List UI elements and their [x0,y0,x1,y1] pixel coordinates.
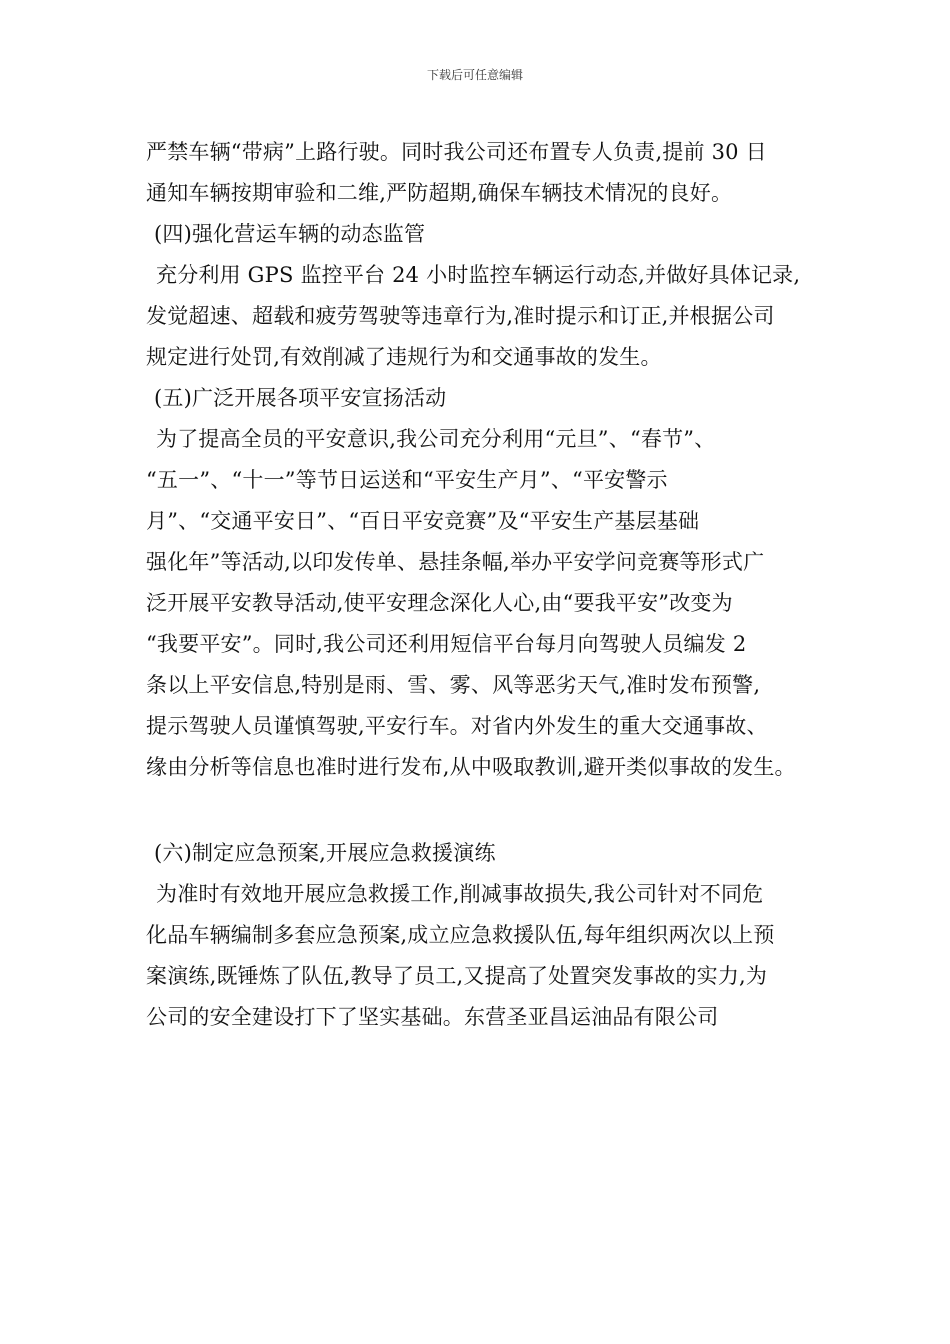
text-line: 条以上平安信息,特别是雨、雪、雾、风等恶劣天气,准时发布预警, [146,673,761,697]
section-heading-6: (六)制定应急预案,开展应急救援演练 [154,841,496,865]
text-line: 为准时有效地开展应急救援工作,削减事故损失,我公司针对不同危 [156,882,764,906]
text-line: “五一”、“十一”等节日运送和“平安生产月”、“平安警示 [146,468,668,492]
text-line: “我要平安”。同时,我公司还利用短信平台每月向驾驶人员编发 2 [146,632,747,656]
paragraph-gap [146,788,826,833]
text-line: 缘由分析等信息也准时进行发布,从中吸取教训,避开类似事故的发生。 [146,755,796,779]
text-line: 发觉超速、超载和疲劳驾驶等违章行为,准时提示和订正,并根据公司 [146,304,775,328]
text-line: 提示驾驶人员谨慎驾驶,平安行车。对省内外发生的重大交通事故、 [146,714,768,738]
page-header: 下载后可任意编辑 [426,68,523,82]
text-line: 公司的安全建设打下了坚实基础。东营圣亚昌运油品有限公司 [146,1005,719,1029]
text-line: 强化年”等活动,以印发传单、悬挂条幅,举办平安学问竞赛等形式广 [146,550,765,574]
text-line: 月”、“交通平安日”、“百日平安竞赛”及“平安生产基层基础 [146,509,700,533]
text-line: 通知车辆按期审验和二维,严防超期,确保车辆技术情况的良好。 [146,181,733,205]
text-line: 严禁车辆“带病”上路行驶。同时我公司还布置专人负责,提前 30 日 [146,140,767,164]
section-heading-5: (五)广泛开展各项平安宣扬活动 [154,386,447,410]
document-body [146,132,826,1038]
section-heading-4: (四)强化营运车辆的动态监管 [154,222,426,246]
text-line: 泛开展平安教导活动,使平安理念深化人心,由“要我平安”改变为 [146,591,733,615]
text-line: 为了提高全员的平安意识,我公司充分利用“元旦”、“春节”、 [156,427,716,451]
text-line: 案演练,既锤炼了队伍,教导了员工,又提高了处置突发事故的实力,为 [146,964,768,988]
text-line: 充分利用 GPS 监控平台 24 小时监控车辆运行动态,并做好具体记录, [156,263,801,287]
text-line: 化品车辆编制多套应急预案,成立应急救援队伍,每年组织两次以上预 [146,923,775,947]
text-line: 规定进行处罚,有效削减了违规行为和交通事故的发生。 [146,345,662,369]
